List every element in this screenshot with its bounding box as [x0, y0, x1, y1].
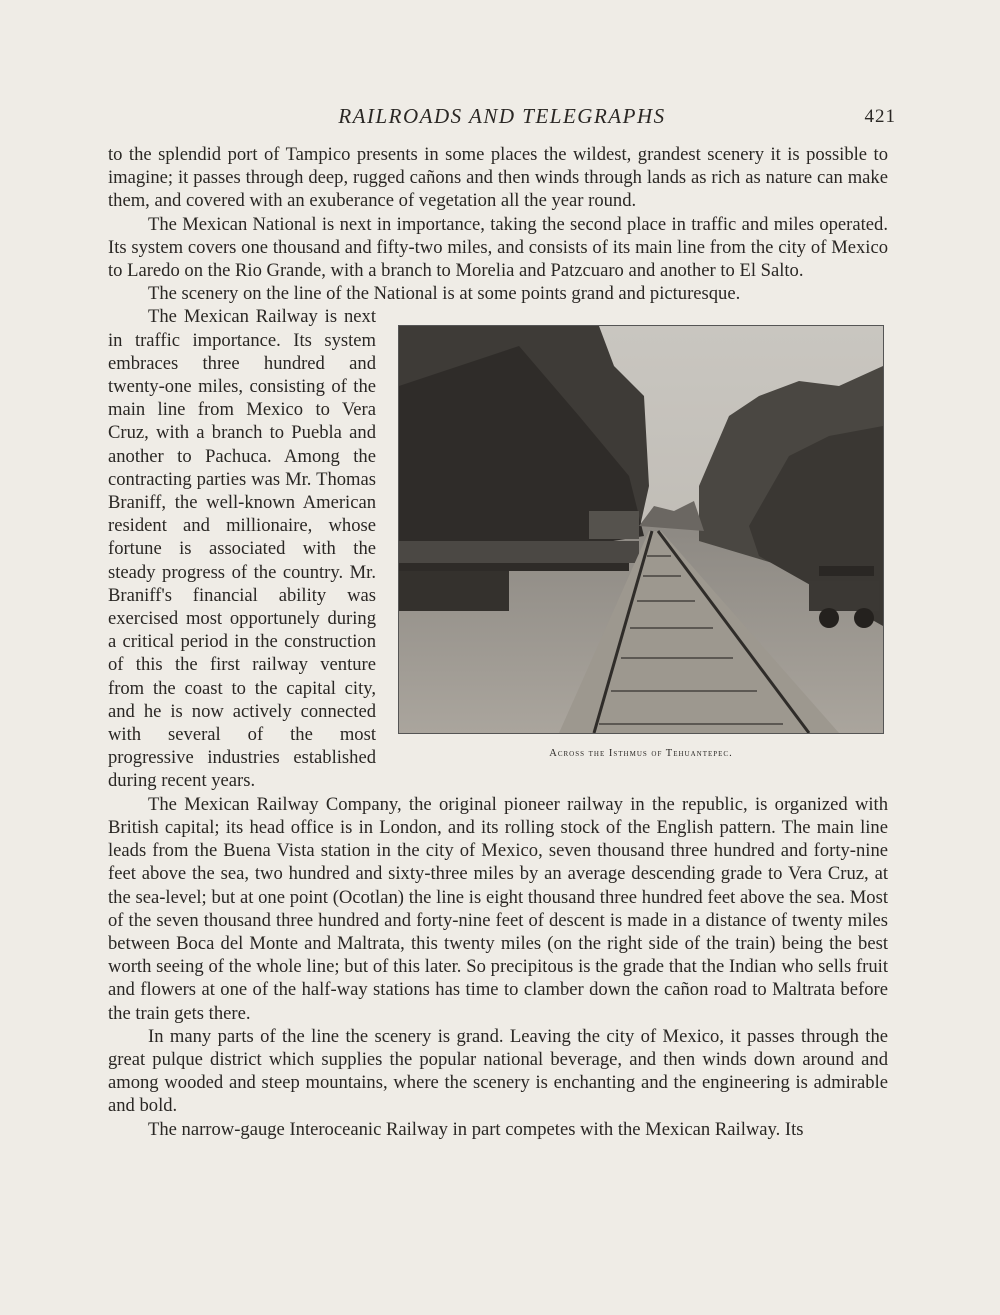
body-text [108, 143, 888, 1141]
paragraph: The scenery on the line of the National is at some points grand and picturesque. [148, 283, 741, 305]
paragraph: to the splendid port of Tampico presents in some places the wildest, grandest scenery it is possible to imagine; it passes through deep, rugged cañons and then winds through lands as rich as nature can make them, and covered with an exuberance of vegetation all the year round. [108, 144, 888, 212]
page-number: 421 [864, 106, 896, 127]
running-title: RAILROADS AND TELEGRAPHS [338, 104, 666, 128]
paragraph: The Mexican Railway Company, the original pioneer railway in the republic, is organized with British capital; its head office is in London, and its rolling stock of the English pattern. The main line leads from the Buena Vista station in the city of Mexico, seven thousand three hundred and forty-nine feet above the sea, two hundred and sixty-three miles by an average descending grade to Vera Cruz, at the sea-level; but at one point (Ocotlan) the line is eight thousand three hundred feet above the sea. Most of the seven thousand three hundred and forty-nine feet of descent is made in a distance of twenty miles between Boca del Monte and Maltrata, this twenty miles (on the right side of the train) being the best worth seeing of the whole line; but of this later. So precipitous is the grade that the Indian who sells fruit and flowers at one of the half-way stations has time to clamber down the cañon road to Maltrata before the train gets there. [108, 793, 888, 1024]
paragraph: The narrow-gauge Interoceanic Railway in part competes with the Mexican Railway. Its [148, 1118, 804, 1140]
figure [398, 325, 884, 758]
paragraph: In many parts of the line the scenery is grand. Leaving the city of Mexico, it passes through the great pulque district which supplies the popular national beverage, and then winds down around and among wooded and steep mountains, where the scenery is enchanting and the engineering is admirable and bold. [108, 1025, 888, 1117]
paragraph: The Mexican National is next in importance, taking the second place in traffic and miles operated. Its system covers one thousand and fifty-two miles, and consists of its main line from the city of Mexico to Laredo on the Rio Grande, with a branch to Morelia and Patzcuaro and another to El Salto. [108, 213, 888, 282]
railway-track-illustration [399, 326, 883, 733]
page-header [108, 104, 896, 134]
railway-photo [398, 325, 884, 734]
figure-caption: Across the Isthmus of Tehuantepec. [549, 748, 733, 760]
paragraph: The Mexican Railway is next in traffic importance. Its system embraces three hundred and twenty-one miles, consisting of the main line from Mexico to Vera Cruz, with a branch to Puebla and another to Pachuca. Among the contracting parties was Mr. Thomas Braniff, the well-known American resident and millionaire, whose fortune is associated with the steady progress of the country. Mr. Braniff's financial ability was exercised most opportunely during a critical period in the construction of this the first railway venture from the coast to the capital city, and he is now actively connected with several of the most progressive industries established during recent years. [108, 306, 376, 792]
